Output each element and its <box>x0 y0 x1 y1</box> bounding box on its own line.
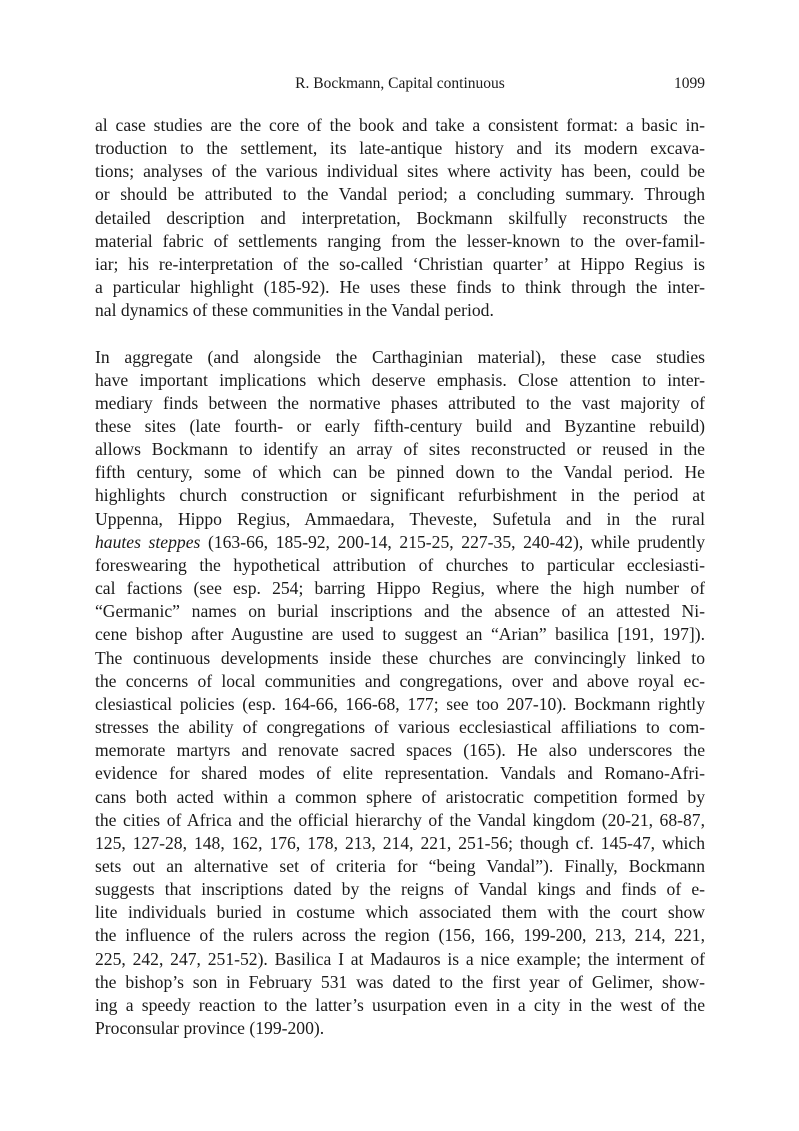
text-line: suggests that inscriptions dated by the reigns of Vandal kings and finds of e- <box>95 879 705 900</box>
text-fragment: (163-66, 185-92, 200-14, 215-25, 227-35, 240-42), while prudently <box>200 531 705 552</box>
text-line: allows Bockmann to identify an array of sites reconstructed or reused in the <box>95 439 705 460</box>
text-line: clesiastical policies (esp. 164-66, 166-68, 177; see too 207-10). Bockmann rightly <box>95 693 705 714</box>
text-line: iar; his re-interpretation of the so-called ‘Christian quarter’ at Hippo Regius is <box>95 253 705 274</box>
text-line: cene bishop after Augustine are used to suggest an “Arian” basilica [191, 197]). <box>95 624 705 645</box>
text-line: evidence for shared modes of elite representation. Vandals and Romano-Afri- <box>95 763 705 784</box>
text-line: lite individuals buried in costume which associated them with the court show <box>95 902 705 923</box>
text-line: detailed description and interpretation, Bockmann skilfully reconstructs the <box>95 207 705 228</box>
paragraph-2 <box>95 346 705 1041</box>
text-line: Uppenna, Hippo Regius, Ammaedara, Theveste, Sufetula and in the rural <box>95 508 705 529</box>
text-line: 225, 242, 247, 251-52). Basilica I at Madauros is a nice example; the interment of <box>95 948 705 969</box>
text-line: mediary finds between the normative phases attributed to the vast majority of <box>95 392 705 413</box>
text-line: fifth century, some of which can be pinned down to the Vandal period. He <box>95 462 705 483</box>
text-line: 125, 127-28, 148, 162, 176, 178, 213, 214, 221, 251-56; though cf. 145-47, which <box>95 832 705 853</box>
text-line: In aggregate (and alongside the Carthaginian material), these case studies <box>95 346 705 367</box>
text-line: these sites (late fourth- or early fifth-century build and Byzantine rebuild) <box>95 416 705 437</box>
text-line: The continuous developments inside these churches are convincingly linked to <box>95 647 705 668</box>
text-line: “Germanic” names on burial inscriptions and the absence of an attested Ni- <box>95 601 705 622</box>
text-line: nal dynamics of these communities in the Vandal period. <box>95 300 494 321</box>
text-line: troduction to the settlement, its late-antique history and its modern excava- <box>95 138 705 159</box>
running-head <box>95 73 705 95</box>
text-line: cal factions (see esp. 254; barring Hippo Regius, where the high number of <box>95 578 705 599</box>
paragraph-1 <box>95 114 705 322</box>
text-line: the influence of the rulers across the region (156, 166, 199-200, 213, 214, 221, <box>95 925 705 946</box>
text-line: highlights church construction or significant refurbishment in the period at <box>95 485 705 506</box>
text-line: ing a speedy reaction to the latter’s usurpation even in a city in the west of the <box>95 994 705 1015</box>
text-line: the bishop’s son in February 531 was dated to the first year of Gelimer, show- <box>95 971 705 992</box>
text-line: a particular highlight (185-92). He uses these finds to think through the inter- <box>95 277 705 298</box>
text-line: memorate martyrs and renovate sacred spaces (165). He also underscores the <box>95 740 705 761</box>
running-title: R. Bockmann, Capital continuous <box>295 75 505 92</box>
body-text <box>95 114 705 1040</box>
text-line: sets out an alternative set of criteria for “being Vandal”). Finally, Bockmann <box>95 855 705 876</box>
page-number: 1099 <box>674 75 705 92</box>
text-line: tions; analyses of the various individual sites where activity has been, could be <box>95 161 705 182</box>
text-line: the cities of Africa and the official hierarchy of the Vandal kingdom (20-21, 68-87, <box>95 809 705 830</box>
text-line: have important implications which deserve emphasis. Close attention to inter- <box>95 369 705 390</box>
text-line: or should be attributed to the Vandal period; a concluding summary. Through <box>95 184 705 205</box>
text-line: stresses the ability of congregations of various ecclesiastical affiliations to com- <box>95 717 705 738</box>
text-line-with-italic <box>95 531 705 554</box>
text-line: material fabric of settlements ranging from the lesser-known to the over-famil- <box>95 230 705 251</box>
text-line: Proconsular province (199-200). <box>95 1018 325 1039</box>
text-line: al case studies are the core of the book and take a consistent format: a basic in- <box>95 115 705 135</box>
text-line: foreswearing the hypothetical attribution of churches to particular ecclesiasti- <box>95 554 705 575</box>
text-line: cans both acted within a common sphere of aristocratic competition formed by <box>95 786 705 807</box>
italic-term: hautes steppes <box>95 531 201 552</box>
text-line: the concerns of local communities and congregations, over and above royal ec- <box>95 670 705 691</box>
